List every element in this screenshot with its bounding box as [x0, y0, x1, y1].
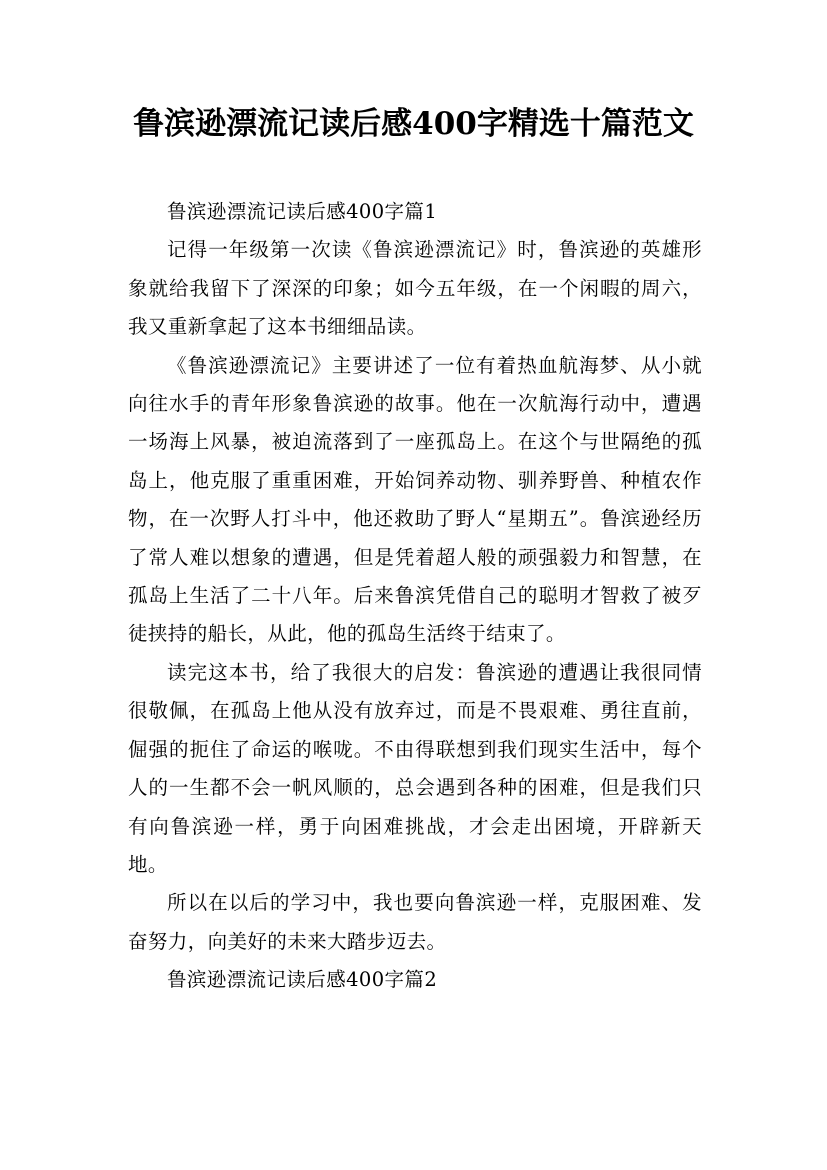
- section-heading: 鲁滨逊漂流记读后感400字篇1: [167, 200, 438, 223]
- paragraph: 记得一年级第一次读《鲁滨逊漂流记》时，鲁滨逊的英雄形象就给我留下了深深的印象；如今五年级，在一个闲暇的周六，我又重新拿起了这本书细细品读。: [128, 238, 702, 339]
- paragraph: 《鲁滨逊漂流记》主要讲述了一位有着热血航海梦、从小就向往水手的青年形象鲁滨逊的故事。他在一次航海行动中，遭遇一场海上风暴，被迫流落到了一座孤岛上。在这个与世隔绝的孤岛上，他克服了重重困难，开始饲养动物、驯养野兽、种植农作物，在一次野人打斗中，他还救助了野人“星期五”。鲁滨逊经历了常人难以想象的遭遇，但是凭着超人般的顽强毅力和智慧，在孤岛上生活了二十八年。后来鲁滨凭借自己的聪明才智救了被歹徒挟持的船长，从此，他的孤岛生活终于结束了。: [128, 353, 702, 646]
- paragraph: 读完这本书，给了我很大的启发：鲁滨逊的遭遇让我很同情很敬佩，在孤岛上他从没有放弃过，而是不畏艰难、勇往直前，倔强的扼住了命运的喉咙。不由得联想到我们现实生活中，每个人的一生都不会一帆风顺的，总会遇到各种的困难，但是我们只有向鲁滨逊一样，勇于向困难挑战，才会走出困境，开辟新天地。: [128, 660, 702, 876]
- document-body: [128, 193, 702, 1000]
- section-heading: 鲁滨逊漂流记读后感400字篇2: [167, 968, 438, 992]
- document-title: 鲁滨逊漂流记读后感400字精选十篇范文: [133, 106, 694, 142]
- paragraph: 所以在以后的学习中，我也要向鲁滨逊一样，克服困难、发奋努力，向美好的未来大踏步迈去。: [128, 891, 702, 953]
